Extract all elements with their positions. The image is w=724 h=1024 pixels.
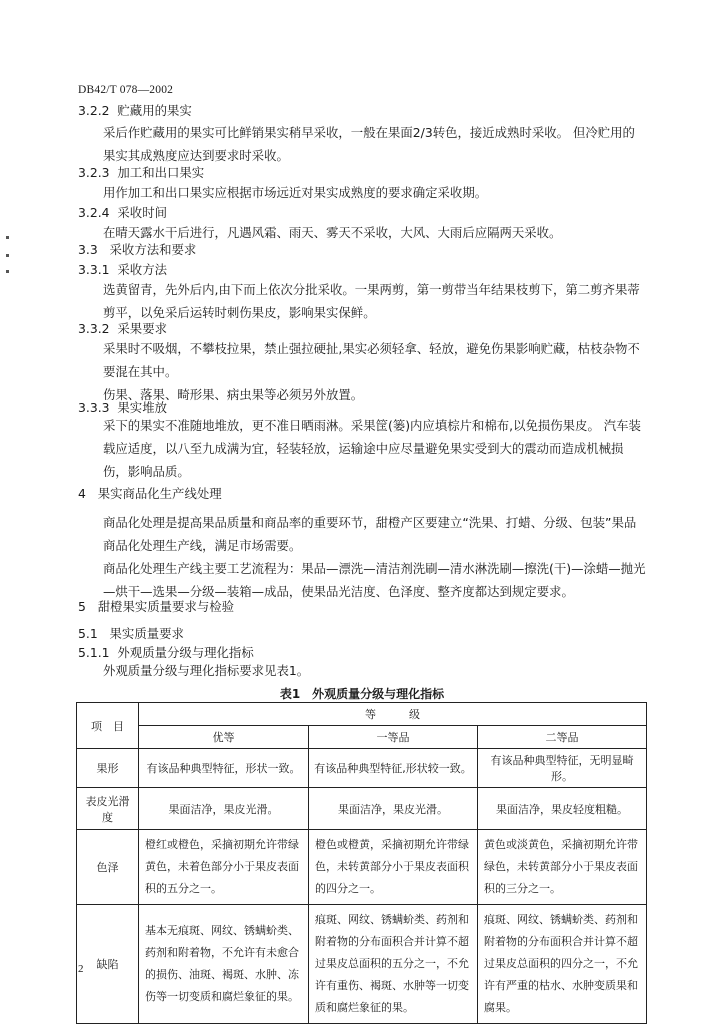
table-cell: 橙色或橙黄，采摘初期允许带绿色，未转黄部分小于果皮表面积的四分之一。	[309, 830, 478, 905]
heading-3-3-1: 3.3.1 采收方法	[78, 262, 167, 277]
table-row	[77, 905, 647, 1024]
grade-header: 等 级	[139, 703, 647, 726]
scan-mark	[6, 236, 9, 239]
table-cell: 黄色或淡黄色，采摘初期允许带绿色，未转黄部分小于果皮表面积的三分之一。	[478, 830, 647, 905]
table-row	[77, 788, 647, 830]
row-label: 表皮光滑度	[77, 788, 139, 830]
heading-5-1-1: 5.1.1 外观质量分级与理化指标	[78, 645, 254, 660]
item-header: 项 目	[77, 703, 139, 749]
table-cell: 果面洁净，果皮轻度粗糙。	[478, 788, 647, 830]
para-3-2-4: 在晴天露水干后进行，凡遇风霜、雨天、雾天不采收，大风、大雨后应隔两天采收。	[103, 225, 562, 240]
heading-3-3-2: 3.3.2 采果要求	[78, 321, 167, 336]
heading-3-2-2: 3.2.2 贮藏用的果实	[78, 103, 192, 118]
heading-5-1: 5.1 果实质量要求	[78, 626, 184, 641]
para-5-1-1: 外观质量分级与理化指标要求见表1。	[103, 663, 310, 678]
table-cell: 有该品种典型特征,形状较一致。	[309, 749, 478, 788]
row-label: 果形	[77, 749, 139, 788]
table-caption: 表1 外观质量分级与理化指标	[279, 687, 445, 701]
table-cell: 有该品种典型特征，无明显畸形。	[478, 749, 647, 788]
para-4: 商品化处理是提高果品质量和商品率的重要环节，甜橙产区要建立“洗果、打蜡、分级、包装”果品商品化处理生产线，满足市场需要。 商品化处理生产线主要工艺流程为：果品—漂洗—清洁剂洗刷—清水淋洗刷—擦洗(干)—涂蜡—抛光—烘干—选果—分级—装箱—成品，使果品光洁度、色泽度、整齐度都达到规定要求。	[103, 515, 646, 599]
table-cell: 果面洁净，果皮光滑。	[139, 788, 309, 830]
grade-col-header: 优等	[139, 726, 309, 749]
heading-4: 4 果实商品化生产线处理	[78, 486, 222, 501]
table-cell: 痕斑、网纹、锈螨蚧类、药剂和附着物的分布面积合并计算不超过果皮总面积的五分之一，不允许有重伤、褐斑、水肿等一切变质和腐烂象征的果。	[309, 905, 478, 1024]
table-cell: 果面洁净，果皮光滑。	[309, 788, 478, 830]
table-row	[77, 830, 647, 905]
heading-3-3-3: 3.3.3 果实堆放	[78, 400, 167, 415]
heading-3-3: 3.3 采收方法和要求	[78, 242, 197, 257]
scan-mark	[6, 254, 9, 257]
heading-3-2-4: 3.2.4 采收时间	[78, 205, 167, 220]
para-3-2-3: 用作加工和出口果实应根据市场远近对果实成熟度的要求确定采收期。	[103, 185, 488, 200]
table-cell: 橙红或橙色，采摘初期允许带绿黄色，未着色部分小于果皮表面积的五分之一。	[139, 830, 309, 905]
table-cell: 基本无痕斑、网纹、锈螨蚧类、药剂和附着物，不允许有未愈合的损伤、油斑、褐斑、水肿、冻伤等一切变质和腐烂象征的果。	[139, 905, 309, 1024]
table-cell: 痕斑、网纹、锈螨蚧类、药剂和附着物的分布面积合并计算不超过果皮总面积的四分之一，不允许有严重的枯水、水肿变质果和腐果。	[478, 905, 647, 1024]
heading-5: 5 甜橙果实质量要求与检验	[78, 599, 235, 614]
grade-col-header: 二等品	[478, 726, 647, 749]
para-3-3-3: 采下的果实不准随地堆放，更不准日晒雨淋。采果筐(篓)内应填棕片和棉布,以免损伤果皮。 汽车装载应适度，以八至九成满为宜，轻装轻放，运输途中应尽量避免果实受到大的震动而造成机械损伤，影响品质。	[103, 418, 641, 479]
grade-col-header: 一等品	[309, 726, 478, 749]
document-code: DB42/T 078—2002	[78, 84, 174, 96]
page-number: 2	[78, 963, 84, 975]
para-3-3-1: 选黄留青，先外后内,由下而上依次分批采收。一果两剪，第一剪带当年结果枝剪下，第二剪齐果蒂剪平，以免采后运转时刺伤果皮，影响果实保鲜。	[103, 282, 640, 320]
quality-grade-table	[76, 702, 647, 1024]
table-row	[77, 749, 647, 788]
scan-mark	[6, 270, 9, 273]
heading-3-2-3: 3.2.3 加工和出口果实	[78, 165, 205, 180]
para-3-3-2: 采果时不吸烟，不攀枝拉果，禁止强拉硬扯,果实必须轻拿、轻放，避免伤果影响贮藏，枯枝杂物不要混在其中。 伤果、落果、畸形果、病虫果等必须另外放置。	[103, 341, 640, 402]
para-3-2-2: 采后作贮藏用的果实可比鲜销果实稍早采收，一般在果面2/3转色，接近成熟时采收。 但冷贮用的果实其成熟度应达到要求时采收。	[103, 125, 635, 163]
row-label: 色泽	[77, 830, 139, 905]
row-label: 缺陷	[77, 905, 139, 1024]
table-cell: 有该品种典型特征，形状一致。	[139, 749, 309, 788]
